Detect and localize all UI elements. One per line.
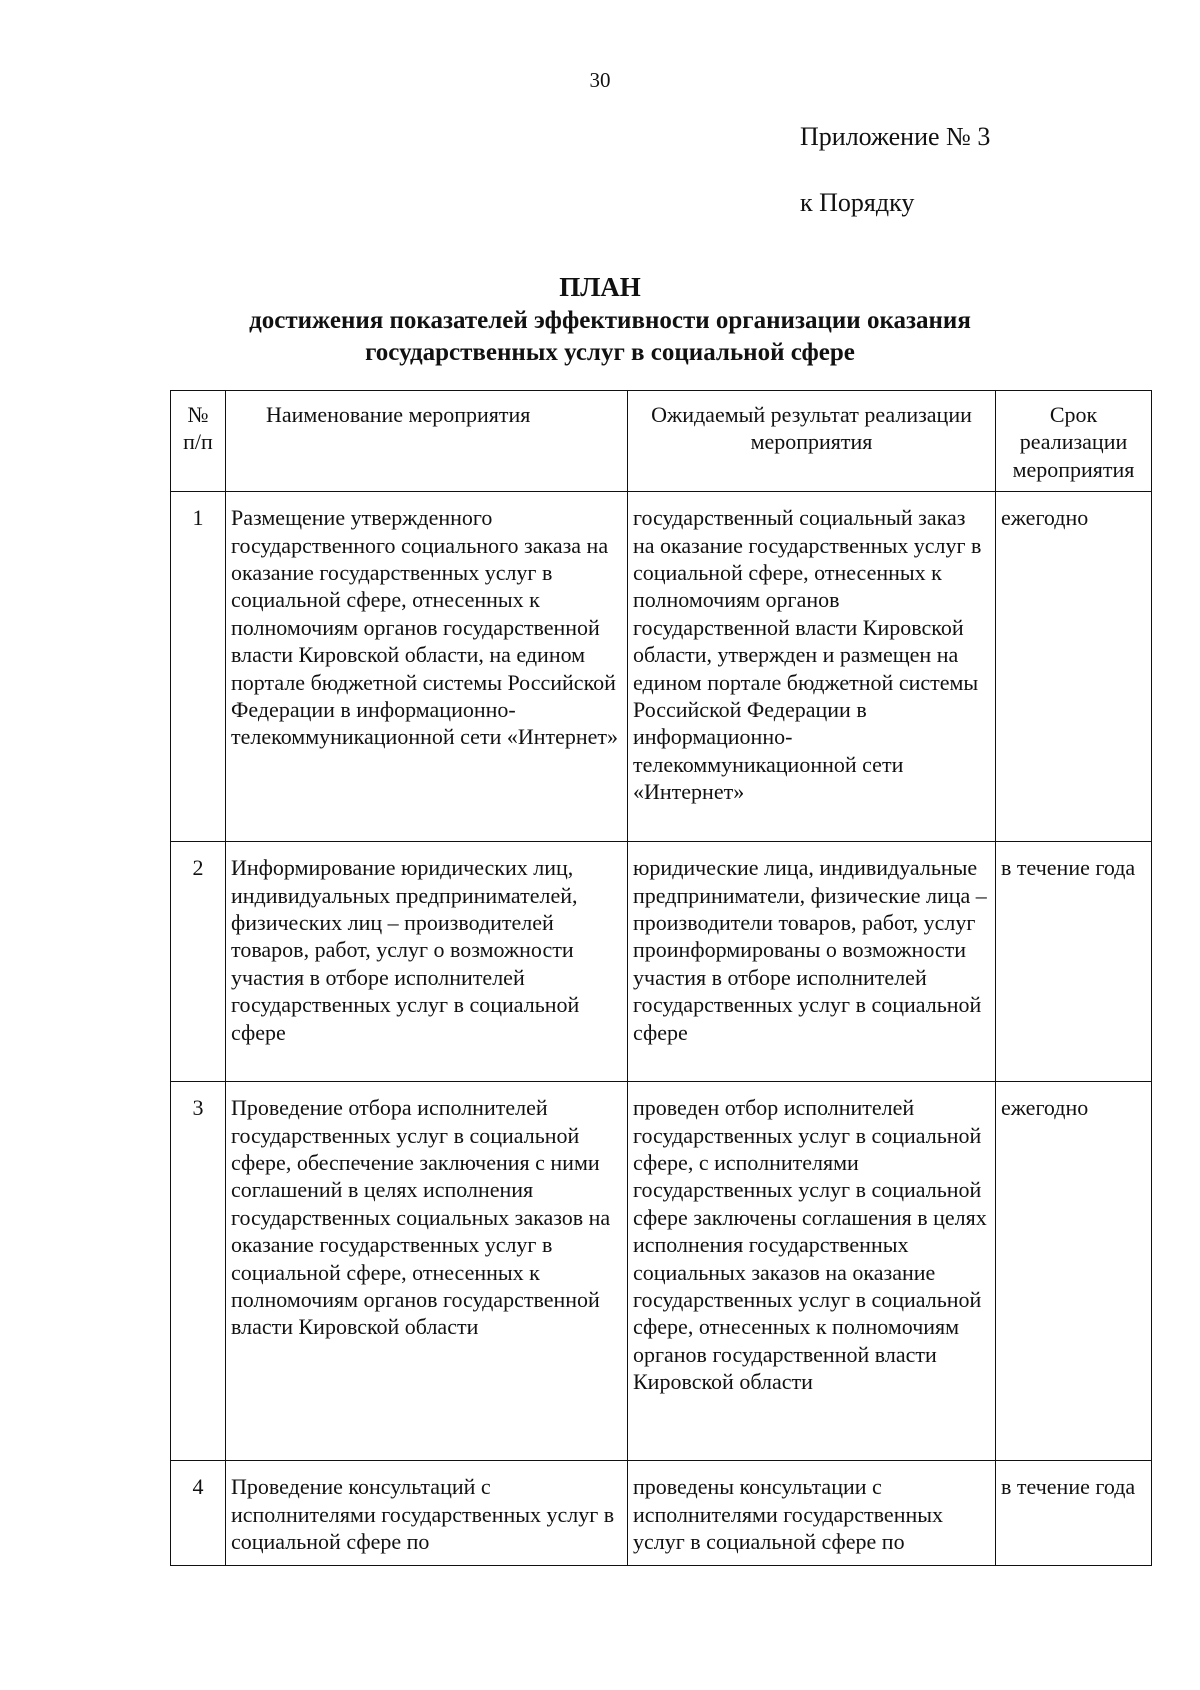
appendix-reference: к Порядку — [800, 188, 915, 217]
row-number: 4 — [171, 1461, 226, 1566]
header-number-sign: № — [187, 402, 209, 427]
row-result: государственный социальный заказ на оказание государственных услуг в социальной сфере, отнесенных к полномочиям органов государственной власти Кировской области, утвержден и размещен на едином портале бюджетной системы Российской Федерации в информационно-телекоммуникационной сети «Интернет» — [628, 492, 996, 842]
header-number-abbrev: п/п — [183, 429, 213, 455]
subtitle-line-2: государственных услуг в социальной сфере — [365, 339, 855, 366]
document-subtitle — [160, 305, 1060, 369]
row-name: Проведение отбора исполнителей государственных услуг в социальной сфере, обеспечение заключения с ними соглашений в целях исполнения государственных социальных заказов на оказание государственных услуг в социальной сфере, отнесенных к полномочиям органов государственной власти Кировской области — [226, 1082, 628, 1461]
row-number: 1 — [171, 492, 226, 842]
appendix-number: Приложение № 3 — [800, 122, 991, 151]
row-number: 3 — [171, 1082, 226, 1461]
header-name: Наименование мероприятия — [226, 391, 628, 492]
document-title: ПЛАН — [559, 272, 641, 302]
row-number: 2 — [171, 842, 226, 1082]
plan-table — [170, 390, 1152, 1566]
row-deadline: в течение года — [996, 1461, 1152, 1566]
table-row — [171, 1082, 1152, 1461]
table-row — [171, 1461, 1152, 1566]
header-result: Ожидаемый результат реализации мероприятия — [628, 391, 996, 492]
row-name: Размещение утвержденного государственного социального заказа на оказание государственных услуг в социальной сфере, отнесенных к полномочиям органов государственной власти Кировской области, на едином портале бюджетной системы Российской Федерации в информационно-телекоммуникационной сети «Интернет» — [226, 492, 628, 842]
subtitle-line-1: достижения показателей эффективности организации оказания — [249, 307, 971, 334]
row-deadline: ежегодно — [996, 492, 1152, 842]
header-number — [171, 391, 226, 492]
table-row — [171, 842, 1152, 1082]
header-deadline: Срок реализации мероприятия — [996, 391, 1152, 492]
row-deadline: ежегодно — [996, 1082, 1152, 1461]
page-number: 30 — [589, 68, 611, 92]
row-deadline: в течение года — [996, 842, 1152, 1082]
row-name: Информирование юридических лиц, индивидуальных предпринимателей, физических лиц – производителей товаров, работ, услуг о возможности участия в отборе исполнителей государственных услуг в социальной сфере — [226, 842, 628, 1082]
row-result: юридические лица, индивидуальные предприниматели, физические лица – производители товаров, работ, услуг проинформированы о возможности участия в отборе исполнителей государственных услуг в социальной сфере — [628, 842, 996, 1082]
table-row — [171, 492, 1152, 842]
row-name: Проведение консультаций с исполнителями государственных услуг в социальной сфере по — [226, 1461, 628, 1566]
row-result: проведены консультации с исполнителями государственных услуг в социальной сфере по — [628, 1461, 996, 1566]
table-header-row — [171, 391, 1152, 492]
row-result: проведен отбор исполнителей государственных услуг в социальной сфере, с исполнителями государственных услуг в социальной сфере заключены соглашения в целях исполнения государственных социальных заказов на оказание государственных услуг в социальной сфере, отнесенных к полномочиям органов государственной власти Кировской области — [628, 1082, 996, 1461]
